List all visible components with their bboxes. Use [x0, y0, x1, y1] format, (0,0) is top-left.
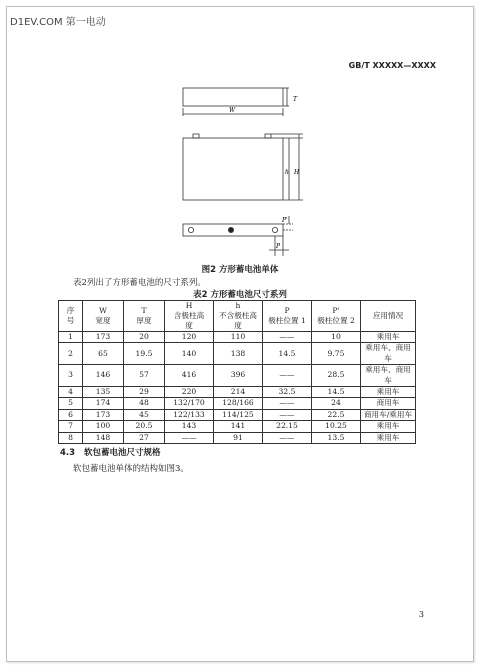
battery-figure: [175, 82, 305, 260]
table-cell: 14.5: [263, 343, 312, 365]
table-cell: 132/170: [165, 398, 214, 409]
table-cell: 3: [59, 365, 83, 387]
table-cell: 9.75: [312, 343, 361, 365]
top-view-rect: [183, 88, 283, 106]
table-cell: 24: [312, 398, 361, 409]
table-cell: 10: [312, 332, 361, 343]
label-T: T: [293, 96, 298, 103]
figure-caption: 图2 方形蓄电池单体: [201, 265, 279, 275]
table-cell: 1: [59, 332, 83, 343]
table-cell: 7: [59, 421, 83, 432]
table-row: [59, 432, 416, 443]
table-cell: 22.5: [312, 409, 361, 420]
table-cell: 396: [214, 365, 263, 387]
intro-text: 表2列出了方形蓄电池的尺寸系列。: [73, 278, 206, 288]
table-cell: 143: [165, 421, 214, 432]
table-cell: 114/125: [214, 409, 263, 420]
battery-size-table: [58, 300, 416, 444]
table-cell: 128/166: [214, 398, 263, 409]
table-cell: 148: [83, 432, 124, 443]
table-cell: 141: [214, 421, 263, 432]
table-cell: 20.5: [124, 421, 165, 432]
table-cell: 乘用车: [361, 332, 416, 343]
header-terminal-position-1: P 极柱位置 1: [263, 301, 312, 332]
table-cell: ——: [263, 432, 312, 443]
table-row: [59, 409, 416, 420]
table-cell: 110: [214, 332, 263, 343]
table-cell: 45: [124, 409, 165, 420]
table-cell: 6: [59, 409, 83, 420]
table-cell: 91: [214, 432, 263, 443]
table-cell: 乘用车、商用车: [361, 343, 416, 365]
section-heading: [60, 446, 160, 458]
table-cell: 120: [165, 332, 214, 343]
table-cell: 5: [59, 398, 83, 409]
table-cell: 乘用车、商用车: [361, 365, 416, 387]
table-cell: 48: [124, 398, 165, 409]
table-cell: 173: [83, 332, 124, 343]
table-caption: 表2 方形蓄电池尺寸系列: [193, 290, 287, 300]
table-row: [59, 332, 416, 343]
table-cell: 商用车/乘用车: [361, 409, 416, 420]
table-cell: 100: [83, 421, 124, 432]
table-row: [59, 365, 416, 387]
header-index: 序 号: [59, 301, 83, 332]
label-P: P: [276, 243, 281, 250]
section-text: 软包蓄电池单体的结构如图3。: [73, 464, 189, 474]
table-cell: 28.5: [312, 365, 361, 387]
watermark: D1EV.COM 第一电动: [10, 17, 106, 28]
label-W: W: [229, 107, 236, 114]
table-cell: 19.5: [124, 343, 165, 365]
table-cell: 乘用车: [361, 432, 416, 443]
table-cell: 140: [165, 343, 214, 365]
table-cell: 32.5: [263, 387, 312, 398]
table-row: [59, 387, 416, 398]
table-cell: 57: [124, 365, 165, 387]
table-row: [59, 398, 416, 409]
table-cell: 27: [124, 432, 165, 443]
page-number: 3: [418, 610, 424, 619]
table-cell: 173: [83, 409, 124, 420]
table-cell: 65: [83, 343, 124, 365]
table-cell: 8: [59, 432, 83, 443]
table-cell: ——: [263, 332, 312, 343]
table-header-row: [59, 301, 416, 332]
table-cell: 14.5: [312, 387, 361, 398]
header-application: 应用情况: [361, 301, 416, 332]
header-thickness: T 厚度: [124, 301, 165, 332]
table-cell: 商用车: [361, 398, 416, 409]
table-cell: ——: [263, 398, 312, 409]
table-cell: 29: [124, 387, 165, 398]
table-cell: 146: [83, 365, 124, 387]
table-cell: ——: [263, 365, 312, 387]
standard-id: GB/T XXXXX—XXXX: [348, 61, 436, 70]
section-number: 4.3: [60, 448, 76, 458]
table-cell: 2: [59, 343, 83, 365]
table-cell: ——: [165, 432, 214, 443]
label-p-prime: P': [282, 217, 288, 224]
table-cell: 22.15: [263, 421, 312, 432]
table-cell: ——: [263, 409, 312, 420]
table-cell: 138: [214, 343, 263, 365]
section-title: 软包蓄电池尺寸规格: [83, 448, 161, 458]
table-cell: 214: [214, 387, 263, 398]
table-cell: 乘用车: [361, 387, 416, 398]
table-cell: 174: [83, 398, 124, 409]
table-cell: 20: [124, 332, 165, 343]
label-H: H: [294, 169, 300, 176]
header-height-with-terminal: H 含极柱高 度: [165, 301, 214, 332]
table-cell: 135: [83, 387, 124, 398]
table-row: [59, 421, 416, 432]
header-height-without-terminal: h 不含极柱高 度: [214, 301, 263, 332]
table-cell: 13.5: [312, 432, 361, 443]
header-width: W 宽度: [83, 301, 124, 332]
header-terminal-position-2: P' 极柱位置 2: [312, 301, 361, 332]
table-cell: 4: [59, 387, 83, 398]
front-view-rect: [183, 138, 283, 200]
table-cell: 122/133: [165, 409, 214, 420]
table-cell: 416: [165, 365, 214, 387]
table-row: [59, 343, 416, 365]
table-cell: 乘用车: [361, 421, 416, 432]
table-cell: 10.25: [312, 421, 361, 432]
label-h: h: [285, 169, 289, 176]
table-cell: 220: [165, 387, 214, 398]
